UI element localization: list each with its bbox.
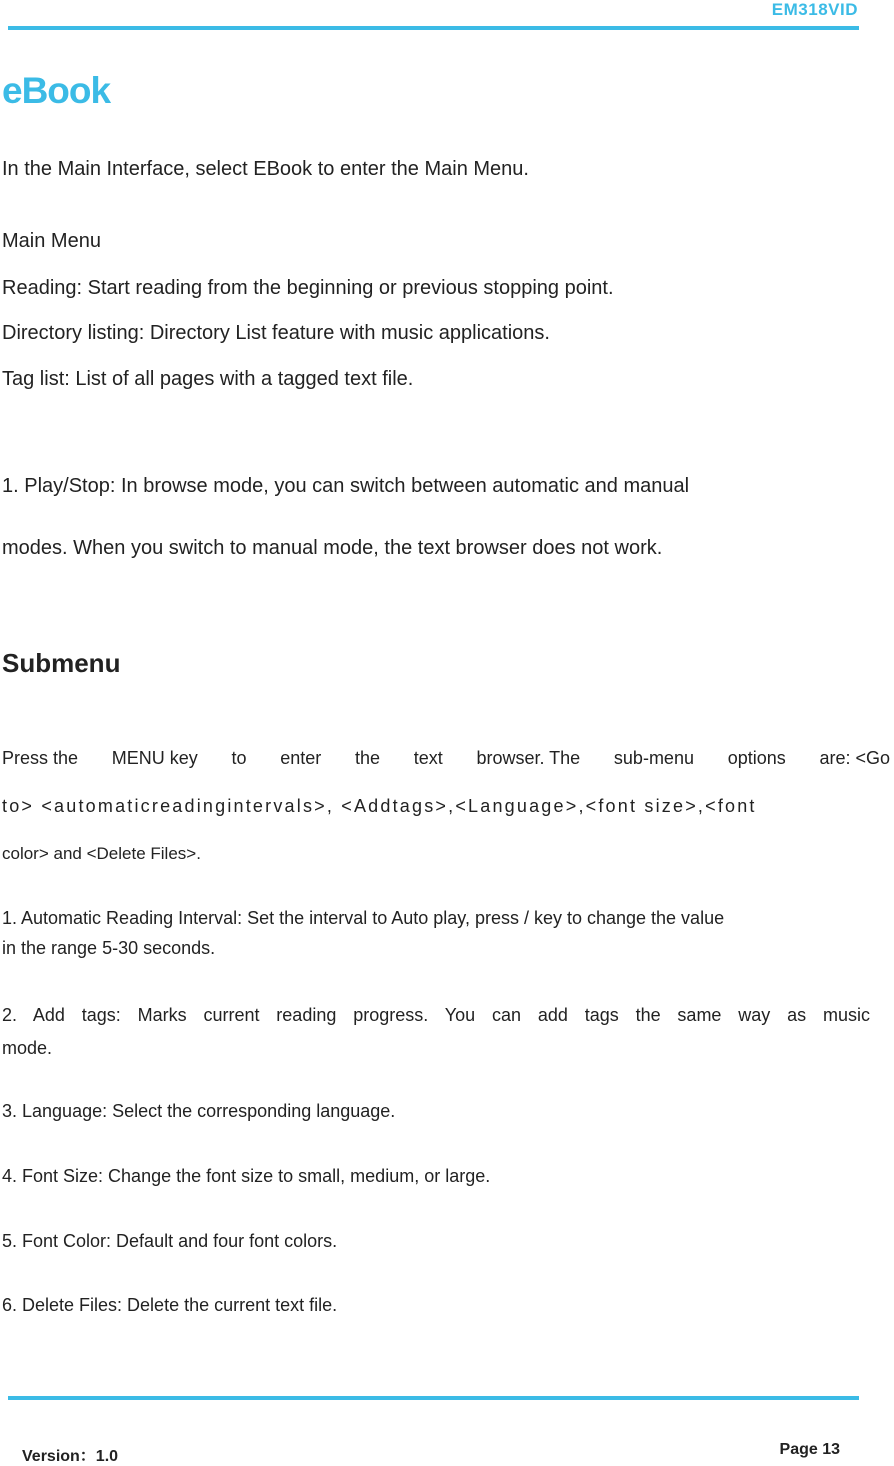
model-number: EM318VID	[771, 0, 858, 19]
submenu-intro-word: the	[354, 748, 381, 768]
intro-text: In the Main Interface, select EBook to enter the Main Menu.	[2, 158, 529, 180]
submenu-item-1-line-2: in the range 5-30 seconds.	[2, 938, 216, 958]
submenu-intro-word: text	[413, 748, 443, 768]
version-label: Version：1.0	[22, 1448, 119, 1465]
submenu-intro-word: sub-menu	[613, 748, 694, 768]
submenu-intro-word: are: <Go	[819, 748, 890, 768]
submenu-intro-line-2: to> <automaticreadingintervals>, <Addtags>,<Language>,<font size>,<font	[2, 796, 757, 816]
submenu-intro-word: to	[231, 748, 247, 768]
menu-item-tag-list: Tag list: List of all pages with a tagged text file.	[2, 368, 414, 390]
submenu-item-2-line-1: 2. Add tags: Marks current reading progress. You can add tags the same way as music	[2, 1005, 870, 1025]
submenu-item-2-line-2: mode.	[2, 1038, 53, 1058]
page-title: eBook	[2, 70, 111, 111]
submenu-item-3: 3. Language: Select the corresponding language.	[2, 1101, 396, 1121]
play-stop-line-1: 1. Play/Stop: In browse mode, you can switch between automatic and manual	[2, 475, 690, 497]
main-menu-heading: Main Menu	[2, 230, 101, 252]
submenu-intro-word: MENU key	[111, 748, 198, 768]
submenu-intro-word: Press the	[2, 748, 79, 768]
submenu-item-6: 6. Delete Files: Delete the current text file.	[2, 1295, 338, 1315]
footer-rule	[8, 1396, 859, 1400]
submenu-item-1-line-1: 1. Automatic Reading Interval: Set the interval to Auto play, press / key to change the value	[2, 908, 725, 928]
menu-item-directory: Directory listing: Directory List feature with music applications.	[2, 322, 550, 344]
submenu-intro-line-3: color> and <Delete Files>.	[2, 844, 201, 863]
submenu-heading: Submenu	[2, 648, 121, 678]
submenu-intro-word: enter	[280, 748, 322, 768]
page-number: Page 13	[779, 1441, 840, 1458]
play-stop-line-2: modes. When you switch to manual mode, the text browser does not work.	[2, 537, 663, 559]
submenu-item-5: 5. Font Color: Default and four font colors.	[2, 1231, 338, 1251]
submenu-intro-line-1	[2, 748, 890, 769]
submenu-intro-word: browser. The	[476, 748, 581, 768]
header-rule	[8, 26, 859, 30]
menu-item-reading: Reading: Start reading from the beginning or previous stopping point.	[2, 277, 614, 299]
submenu-item-4: 4. Font Size: Change the font size to small, medium, or large.	[2, 1166, 491, 1186]
submenu-intro-word: options	[727, 748, 786, 768]
